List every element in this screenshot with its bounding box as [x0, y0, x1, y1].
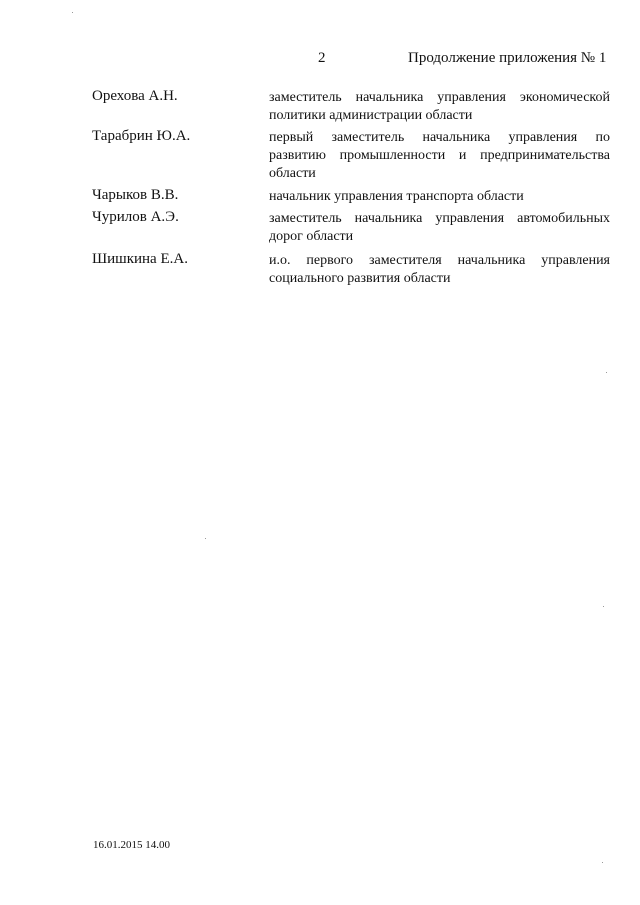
- member-name: Шишкина Е.А.: [92, 251, 188, 267]
- member-name: Орехова А.Н.: [92, 88, 178, 104]
- member-role: первый заместитель начальника управления по развитию промышленности и предпринимательства области: [269, 130, 610, 181]
- member-role: и.о. первого заместителя начальника управления социального развития области: [269, 253, 610, 286]
- member-name: Чурилов А.Э.: [92, 209, 179, 225]
- scan-speck: [602, 862, 603, 863]
- scan-speck: [205, 538, 206, 539]
- member-role: заместитель начальника управления экономической политики администрации области: [269, 90, 610, 123]
- scan-speck: [606, 372, 607, 373]
- member-role: заместитель начальника управления автомобильных дорог области: [269, 211, 610, 244]
- print-timestamp: 16.01.2015 14.00: [93, 839, 170, 851]
- appendix-continuation-heading: Продолжение приложения № 1: [408, 50, 607, 66]
- scan-speck: [603, 606, 604, 607]
- member-name: Чарыков В.В.: [92, 187, 179, 203]
- member-name: Тарабрин Ю.А.: [92, 128, 191, 144]
- page-number: 2: [318, 50, 326, 66]
- scan-speck: [72, 12, 73, 13]
- member-role: начальник управления транспорта области: [269, 189, 524, 204]
